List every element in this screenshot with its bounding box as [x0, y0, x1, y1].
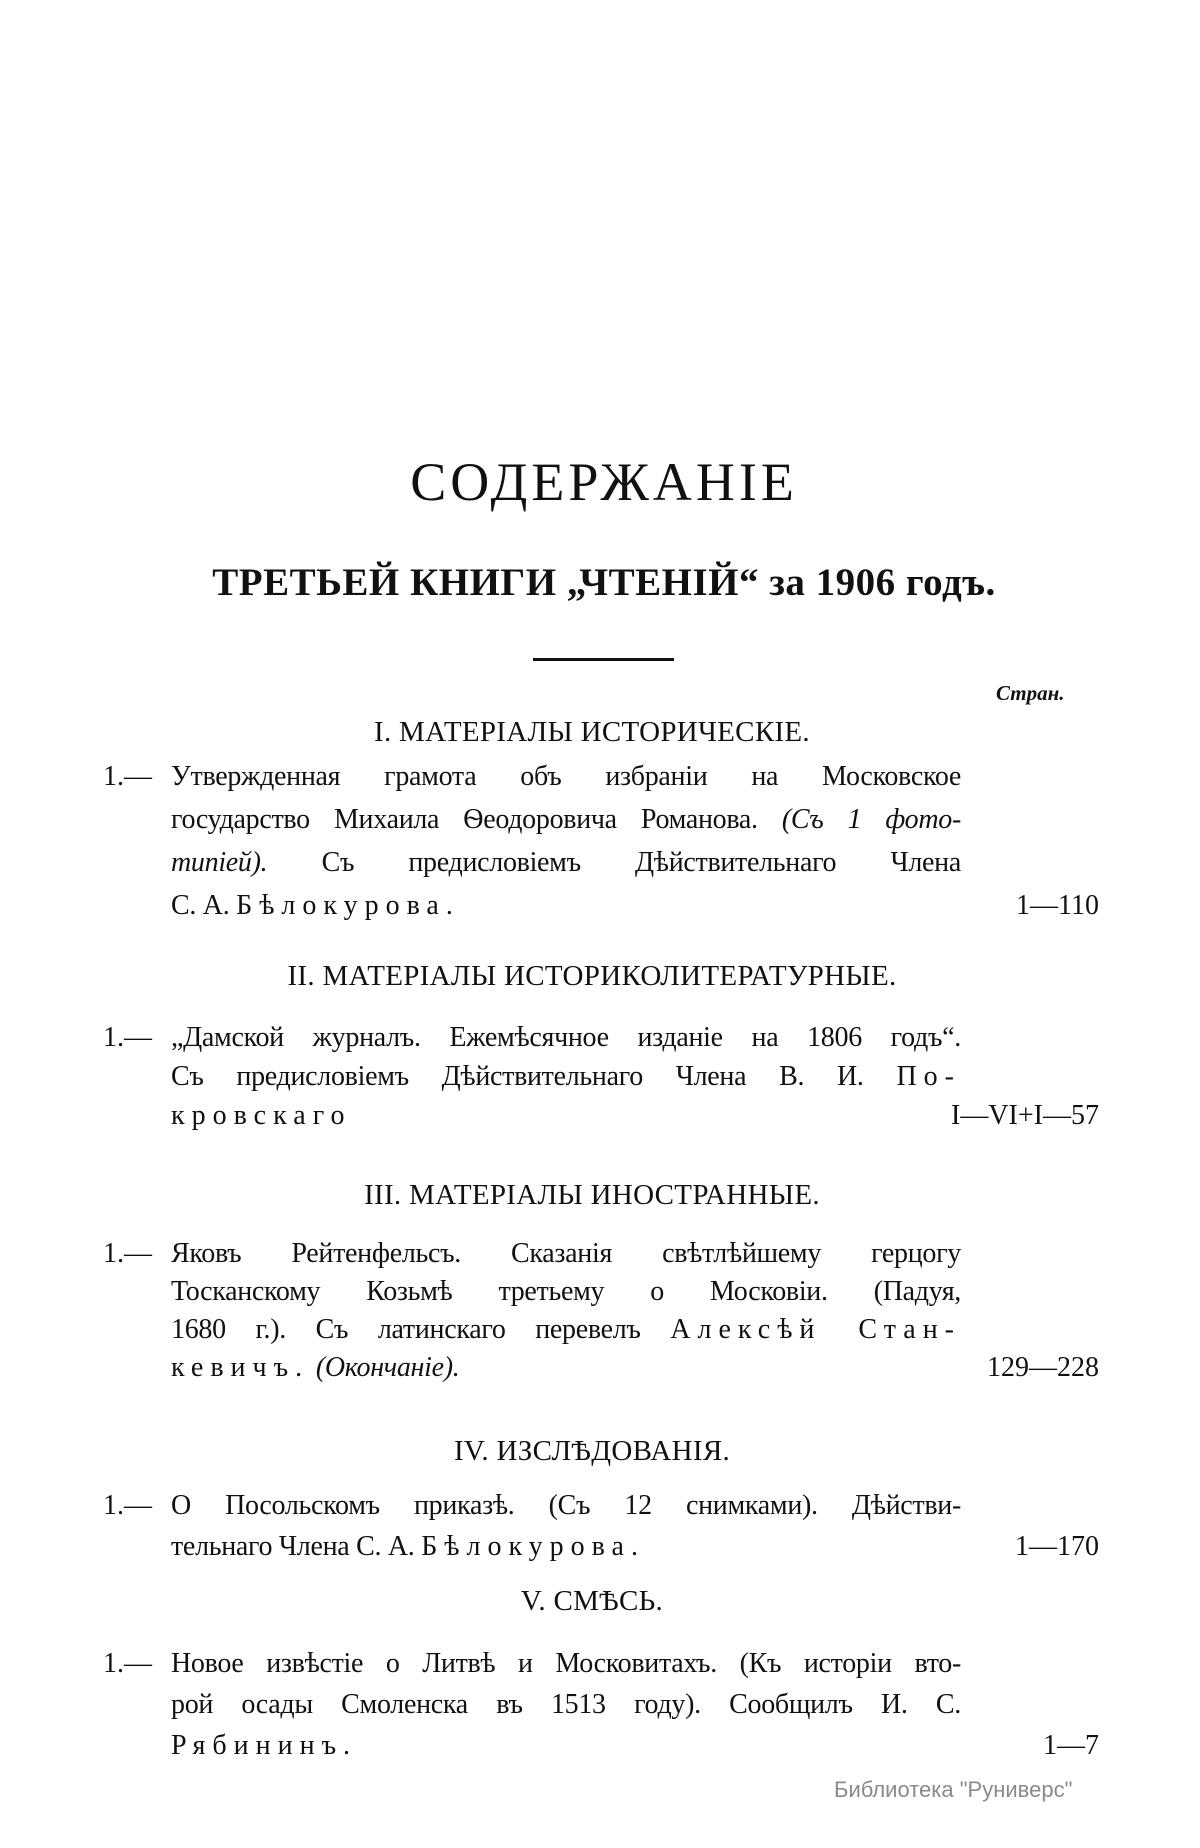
- entry-text: государство Михаила Ѳеодоровича Романова.: [171, 804, 782, 835]
- entry-line: [171, 1060, 961, 1094]
- entry-line: [171, 889, 961, 923]
- entry-line: [171, 1099, 961, 1133]
- entry-number: 1.—: [103, 1238, 152, 1269]
- entry-line: [171, 1530, 961, 1564]
- entry-number: 1.—: [103, 761, 152, 792]
- section-heading: V. СМѢСЬ.: [520, 1585, 664, 1617]
- entry-line: [171, 1237, 961, 1271]
- entry-text: тельнаго Члена С. А.: [171, 1531, 422, 1562]
- page-range: 129—228: [987, 1352, 1099, 1383]
- entry-text: Тосканскому Козьмѣ третьему о Московіи. (Падуя,: [171, 1276, 961, 1307]
- author-name: По-: [896, 1061, 961, 1092]
- entry-line: [171, 1489, 961, 1523]
- entry-number: 1.—: [103, 1022, 152, 1053]
- entry-line: [171, 1351, 961, 1385]
- entry-text: Съ предисловіемъ Дѣйствительнаго Члена В. И.: [171, 1061, 897, 1092]
- document-title: СОДЕРЖАНІЕ: [410, 452, 798, 512]
- section-heading: II. МАТЕРІАЛЫ ИСТОРИКОЛИТЕРАТУРНЫЕ.: [287, 960, 897, 992]
- entry-text: рой осады Смоленска въ 1513 году). Сообщилъ И. С.: [171, 1689, 961, 1720]
- author-name: Рябининъ.: [171, 1730, 358, 1761]
- entry-text: „Дамской журналъ. Ежемѣсячное изданіе на 1806 годъ“.: [171, 1022, 961, 1053]
- section-heading: I. МАТЕРІАЛЫ ИСТОРИЧЕСКІЕ.: [373, 716, 810, 748]
- italic-note: (Окончаніе).: [315, 1352, 460, 1383]
- entry-text: Новое извѣстіе о Литвѣ и Московитахъ. (Къ исторіи вто-: [171, 1648, 961, 1679]
- entry-line: [171, 803, 961, 837]
- author-name: кевичъ.: [171, 1352, 310, 1383]
- entry-line: [171, 1688, 961, 1722]
- entry-text: [309, 1352, 316, 1383]
- author-name: Бѣлокурова.: [421, 1531, 645, 1562]
- divider-rule: [533, 658, 674, 661]
- section-heading: IV. ИЗСЛѢДОВАНІЯ.: [453, 1435, 731, 1467]
- entry-text: 1680 г.). Съ латинскаго перевелъ: [171, 1314, 671, 1345]
- library-watermark: Библиотека "Руниверс": [834, 1777, 1073, 1802]
- author-name: Бѣлокурова: [236, 890, 446, 921]
- entry-line: [171, 1647, 961, 1681]
- entry-line: [171, 1275, 961, 1309]
- italic-note: типіей).: [171, 847, 268, 878]
- entry-text: Утвержденная грамота объ избраніи на Московское: [171, 761, 961, 792]
- entry-text: .: [445, 890, 453, 921]
- entry-text: С. А.: [171, 890, 237, 921]
- entry-text: О Посольскомъ приказѣ. (Съ 12 снимками). Дѣйстви-: [171, 1490, 961, 1521]
- entry-number: 1.—: [103, 1490, 152, 1521]
- page-range: I—VI+I—57: [951, 1100, 1099, 1131]
- entry-number: 1.—: [103, 1648, 152, 1679]
- page-range: 1—7: [1043, 1730, 1099, 1761]
- entry-line: [171, 846, 961, 880]
- section-heading: III. МАТЕРІАЛЫ ИНОСТРАННЫЕ.: [364, 1179, 820, 1211]
- entry-text: Яковъ Рейтенфельсъ. Сказанія свѣтлѣйшему герцогу: [171, 1238, 961, 1269]
- author-name: кровскаго: [171, 1100, 352, 1131]
- pages-column-header: Стран.: [996, 681, 1065, 705]
- entry-line: [171, 1313, 961, 1347]
- entry-line: [171, 1021, 961, 1055]
- author-name: Алексѣй Стан-: [670, 1314, 962, 1345]
- entry-line: [171, 760, 961, 794]
- italic-note: (Съ 1 фото-: [781, 804, 961, 835]
- page-range: 1—170: [1015, 1531, 1099, 1562]
- entry-text: Съ предисловіемъ Дѣйствительнаго Члена: [267, 847, 961, 878]
- document-subtitle: ТРЕТЬЕЙ КНИГИ „ЧТЕНІЙ“ за 1906 годъ.: [212, 561, 996, 604]
- page-range: 1—110: [1016, 890, 1099, 921]
- entry-line: [171, 1729, 961, 1763]
